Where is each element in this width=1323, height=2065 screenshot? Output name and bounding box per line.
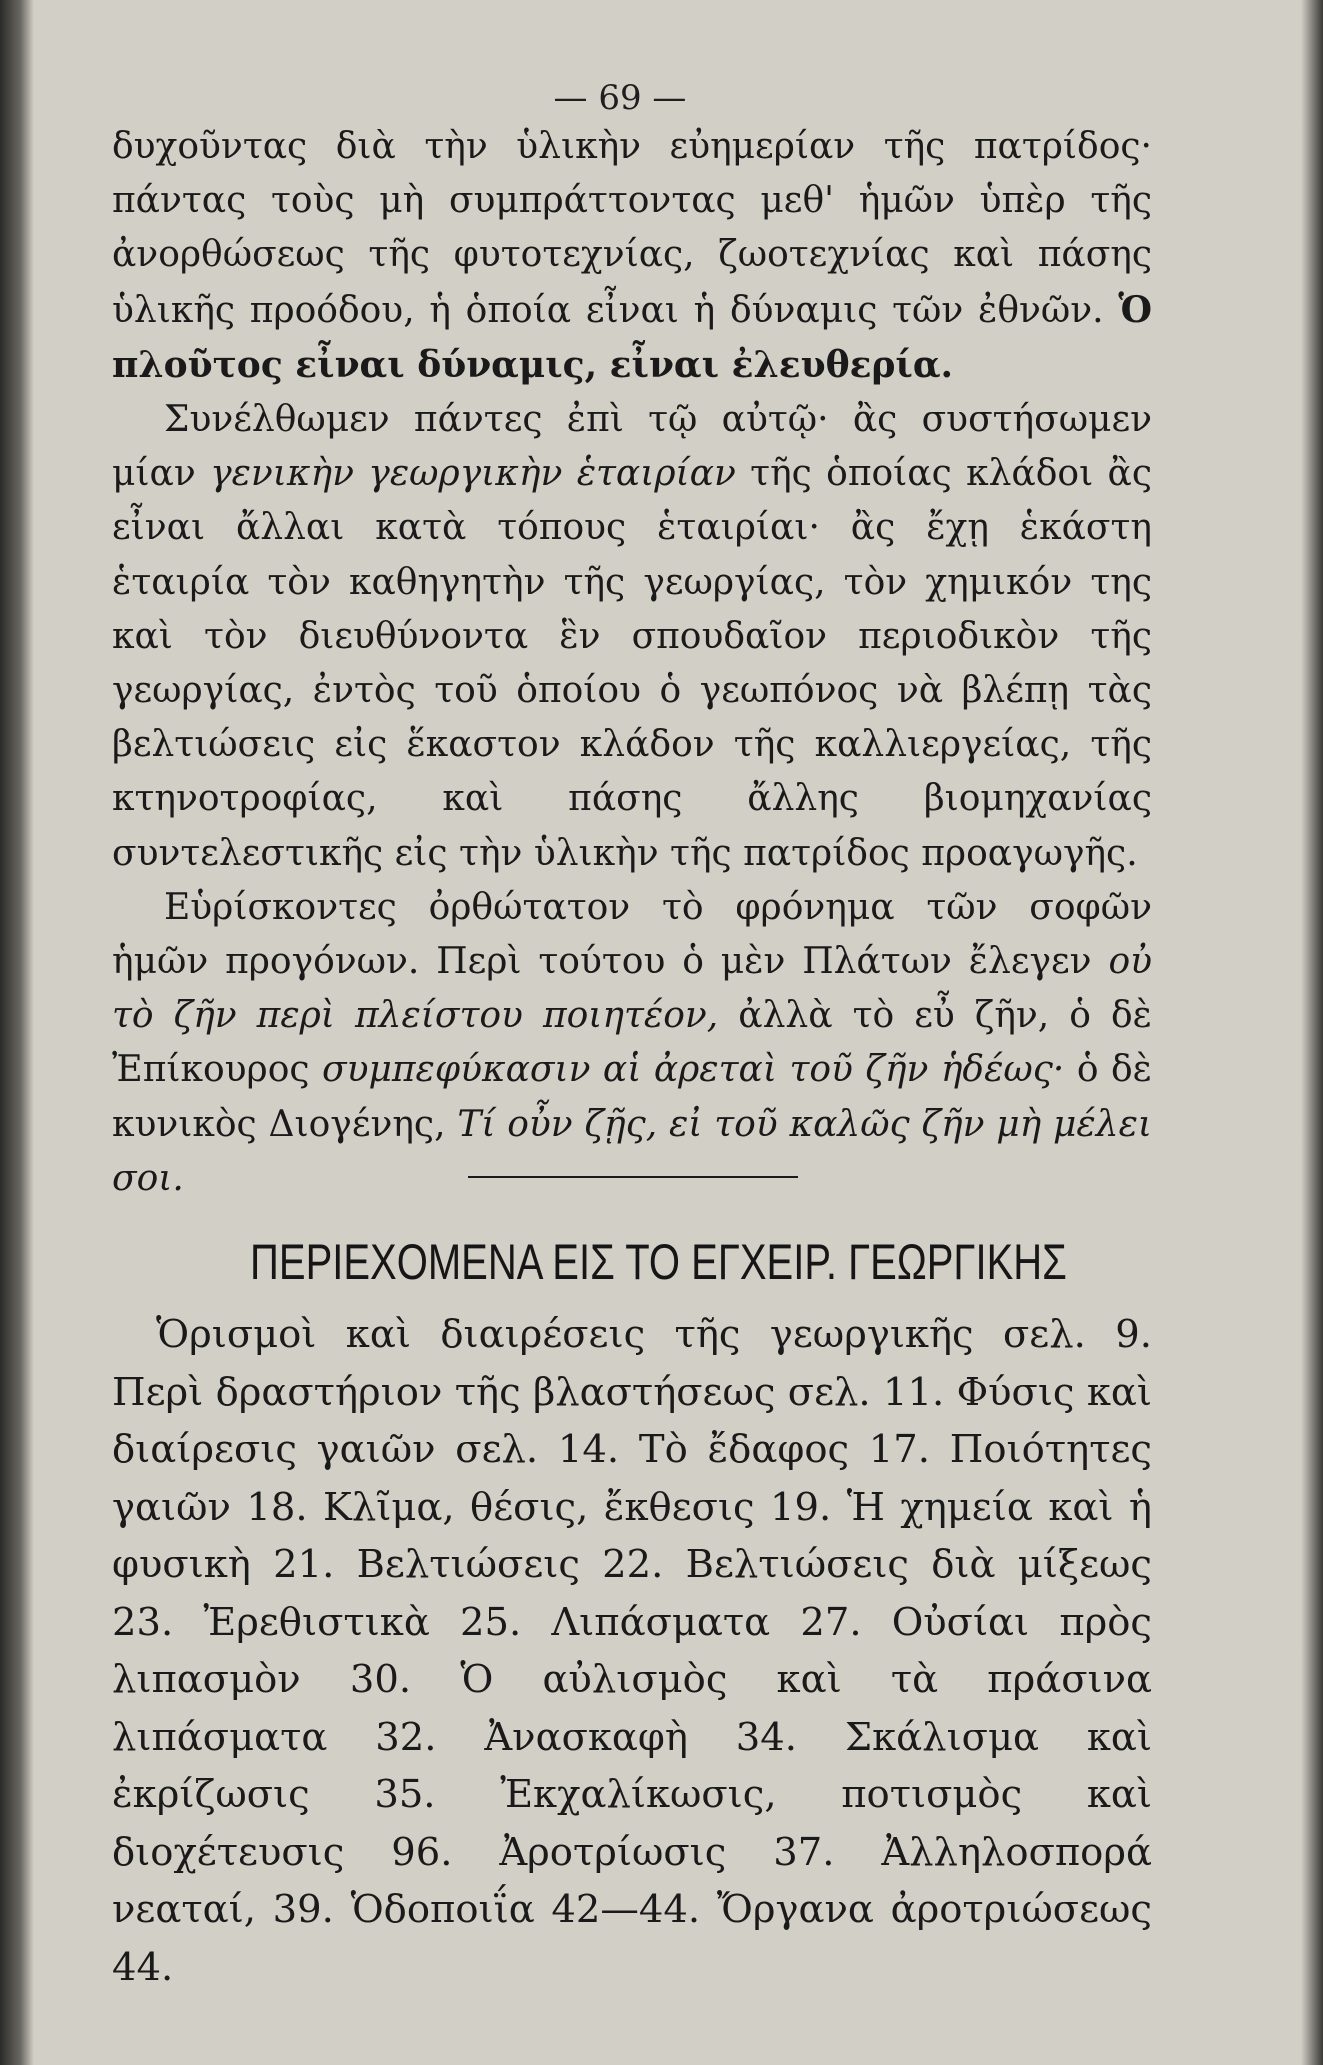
- paragraph-3-quote-diogenes: Τί οὖν ζῇς, εἰ τοῦ καλῶς ζῆν μὴ μέλει σοι.: [112, 1103, 1152, 1199]
- paragraph-1-text: δυχοῦντας διὰ τὴν ὑλικὴν εὐημερίαν τῆς πατρίδος· πάντας τοὺς μὴ συμπράττοντας μεθ' ἡμῶν ὑπὲρ τῆς ἀνορθώσεως τῆς φυτοτεχνίας, ζωοτεχνίας καὶ πάσης ὑλικῆς προόδου, ἡ ὁποία εἶναι ἡ δύναμις τῶν ἐθνῶν.: [112, 126, 1152, 331]
- section-divider: [468, 1176, 798, 1178]
- paragraph-2: [112, 393, 1152, 881]
- paragraph-3-text-c: ὁ δὲ κυνικὸς Διογένης,: [112, 1049, 1152, 1145]
- section-heading: ΠΕΡΙΕΧΟΜΕΝΑ ΕΙΣ ΤΟ ΕΓΧΕΙΡ. ΓΕΩΡΓΙΚΗΣ: [250, 1234, 1067, 1290]
- contents-paragraph: Ὁρισμοὶ καὶ διαιρέσεις τῆς γεωργικῆς σελ. 9. Περὶ δραστήριον τῆς βλαστήσεως σελ. 11. Φύσις καὶ διαίρεσις γαιῶν σελ. 14. Τὸ ἔδαφος 17. Ποιότητες γαιῶν 18. Κλῖμα, θέσις, ἔκθεσις 19. Ἡ χημεία καὶ ἡ φυσικὴ 21. Βελτιώσεις 22. Βελτιώσεις διὰ μίξεως 23. Ἐρεθιστικὰ 25. Λιπάσματα 27. Οὐσίαι πρὸς λιπασμὸν 30. Ὁ αὐλισμὸς καὶ τὰ πράσινα λιπάσματα 32. Ἀνασκαφὴ 34. Σκάλισμα καὶ ἐκρίζωσις 35. Ἐκχαλίκωσις, ποτισμὸς καὶ διοχέτευσις 96. Ἀροτρίωσις 37. Ἀλληλοσπορά νεαταί, 39. Ὁδοποιΐα 42—44. Ὄργανα ἀροτριώσεως 44.: [112, 1312, 1152, 1990]
- body-text: [112, 120, 1152, 1206]
- paragraph-2-text-b: τῆς ὁποίας κλάδοι ἂς εἶναι ἄλλαι κατὰ τόπους ἑταιρίαι· ἂς ἔχῃ ἑκάστη ἑταιρία τὸν καθηγητὴν τῆς γεωργίας, τὸν χημικόν της καὶ τὸν διευθύνοντα ἓν σπουδαῖον περιοδικὸν τῆς γεωργίας, ἐντὸς τοῦ ὁποίου ὁ γεωπόνος νὰ βλέπῃ τὰς βελτιώσεις εἰς ἕκαστον κλάδον τῆς καλλιεργείας, τῆς κτηνοτροφίας, καὶ πάσης ἄλλης βιομηχανίας συντελεστικῆς εἰς τὴν ὑλικὴν τῆς πατρίδος προαγωγῆς.: [112, 453, 1153, 874]
- paragraph-1-bold-motto: Ὁ πλοῦτος εἶναι δύναμις, εἶναι ἐλευθερία.: [112, 288, 1152, 386]
- table-of-contents: [112, 1306, 1152, 1996]
- paragraph-3: [112, 881, 1152, 1206]
- page-number: — 69 —: [553, 78, 687, 118]
- paragraph-3-text-a: Εὑρίσκοντες ὀρθώτατον τὸ φρόνημα τῶν σοφῶν ἡμῶν προγόνων. Περὶ τούτου ὁ μὲν Πλάτων ἔλεγεν: [112, 886, 1152, 983]
- paragraph-3-quote-plato: οὐ τὸ ζῆν περὶ πλείστου ποιητέον,: [112, 941, 1152, 1037]
- paragraph-1: [112, 120, 1152, 393]
- paragraph-2-text-a: Συνέλθωμεν πάντες ἐπὶ τῷ αὐτῷ· ἂς συστήσωμεν μίαν: [112, 399, 1152, 495]
- paragraph-3-quote-epicurus: συμπεφύκασιν αἱ ἀρεταὶ τοῦ ζῆν ἡδέως·: [322, 1049, 1065, 1091]
- paragraph-2-italic: γενικὴν γεωργικὴν ἑταιρίαν: [210, 453, 736, 495]
- paragraph-3-text-b: ἀλλὰ τὸ εὖ ζῆν, ὁ δὲ Ἐπίκουρος: [112, 995, 1152, 1091]
